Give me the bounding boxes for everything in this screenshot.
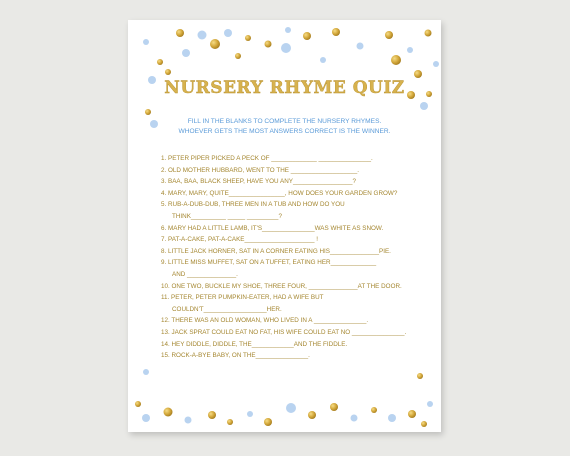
question-14: 14. HEY DIDDLE, DIDDLE, THE____________AND THE FIDDLE.: [161, 340, 348, 348]
question-1: 1. PETER PIPER PICKED A PECK OF _____________ _______________.: [161, 155, 373, 162]
question-7: 7. PAT-A-CAKE, PAT-A-CAKE____________________ !: [161, 236, 319, 244]
question-2: 2. OLD MOTHER HUBBARD, WENT TO THE ___________________.: [161, 166, 359, 174]
bottom-confetti: [135, 401, 433, 427]
question-9: 9. LITTLE MISS MUFFET, SAT ON A TUFFET, EATING HER_____________: [161, 259, 377, 267]
question-13: 13. JACK SPRAT COULD EAT NO FAT, HIS WIFE COULD EAT NO _______________.: [161, 328, 407, 336]
question-15: 15. ROCK-A-BYE BABY, ON THE_______________.: [161, 352, 310, 360]
question-11: 11. PETER, PETER PUMPKIN-EATER, HAD A WIFE BUT: [161, 294, 324, 302]
question-10: 10. ONE TWO, BUCKLE MY SHOE, THREE FOUR, ______________AT THE DOOR.: [161, 282, 402, 290]
question-8: 8. LITTLE JACK HORNER, SAT IN A CORNER EATING HIS______________PIE.: [161, 247, 391, 255]
question-11-continued: COULDN'T__________________HER.: [172, 305, 282, 313]
question-5-continued: THINK__________ _____ _________?: [172, 212, 282, 220]
instructions-line-1: FILL IN THE BLANKS TO COMPLETE THE NURSERY RHYMES.: [187, 118, 382, 125]
question-5: 5. RUB-A-DUB-DUB, THREE MEN IN A TUB AND HOW DO YOU: [161, 201, 345, 209]
question-12: 12. THERE WAS AN OLD WOMAN, WHO LIVED IN A _______________.: [161, 317, 369, 325]
question-4: 4. MARY, MARY, QUITE________________, HOW DOES YOUR GARDEN GROW?: [161, 189, 398, 197]
quiz-card: [128, 20, 441, 432]
instructions: [148, 117, 421, 137]
question-6: 6. MARY HAD A LITTLE LAMB, IT'S_______________WAS WHITE AS SNOW.: [161, 224, 384, 232]
instructions-line-2: WHOEVER GETS THE MOST ANSWERS CORRECT IS THE WINNER.: [178, 128, 391, 135]
question-9-continued: AND ______________.: [172, 270, 238, 278]
quiz-questions: [161, 153, 431, 362]
quiz-title: NURSERY RHYME QUIZ: [164, 78, 405, 98]
question-3: 3. BAA, BAA, BLACK SHEEP, HAVE YOU ANY_________________?: [161, 178, 356, 186]
